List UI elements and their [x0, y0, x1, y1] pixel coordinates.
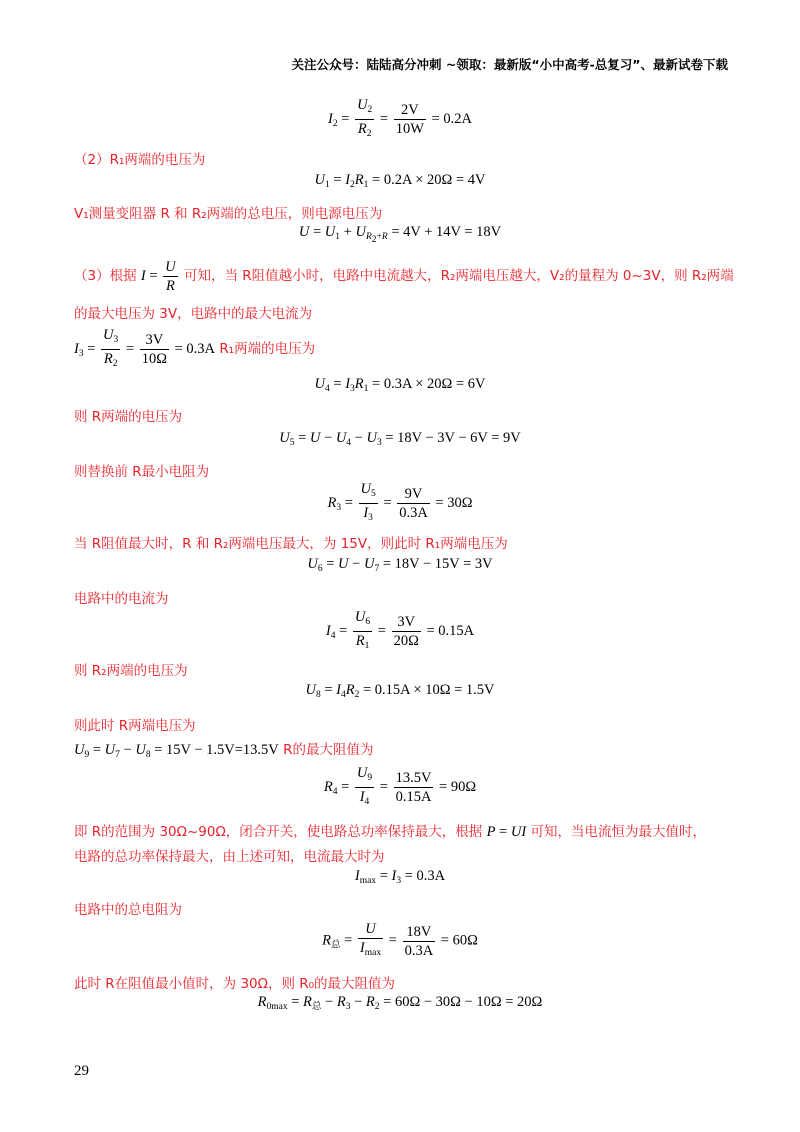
- equation-u: $U = U_1 + U_{R_2+R} = 4V + 14V = 18V$: [298, 224, 502, 245]
- page-header: 关注公众号：陆陆高分冲刺 ~领取：最新版“小中高考-总复习”、最新试卷下载: [291, 57, 728, 72]
- equation-u6: $U_6 = U - U_7 = 18V - 15V = 3V$: [307, 556, 493, 574]
- text-line-12: $U_9 = U_7 - U_8 = 15V - 1.5V=13.5V$ R的最大阻值为: [74, 742, 374, 760]
- text-line-7: 则替换前 R最小电阻为: [74, 464, 210, 480]
- text-line-2: V₁测量变阻器 R 和 R₂两端的总电压，则电源电压为: [74, 206, 383, 222]
- equation-i2: $I_2$ = $\frac{U_2}{R_2}$ = $\frac{2V}{10W}$ = 0.2A: [328, 97, 472, 139]
- equation-imax: $I_{max} = I_3 = 0.3A$: [354, 868, 446, 886]
- equation-u4: $U_4 = I_3R_1 = 0.3A \times 20\Omega = 6V$: [314, 376, 486, 394]
- equation-r-total: $R_总$ = $\frac{U}{I_{max}}$ = $\frac{18V}{0.3A}$ = 60Ω: [322, 921, 478, 959]
- text-line-4: 的最大电压为 3V，电路中的最大电流为: [74, 306, 313, 322]
- equation-r3: $R_3$ = $\frac{U_5}{I_3}$ = $\frac{9V}{0.3A}$ = 30Ω: [327, 481, 473, 523]
- text-line-8: 当 R阻值最大时，R 和 R₂两端电压最大，为 15V，则此时 R₁两端电压为: [74, 536, 508, 552]
- text-line-14: 电路的总功率保持最大，由上述可知，电流最大时为: [74, 849, 385, 865]
- equation-r0max: $R_{0max} = R_总 - R_3 - R_2 = 60\Omega - 30\Omega - 10\Omega = 20\Omega$: [257, 994, 543, 1012]
- text-line-10: 则 R₂两端的电压为: [74, 663, 188, 679]
- text-line-3: （3）根据 I = $\frac{U}{R}$ 可知，当 R阻值越小时，电路中电流越大，R₂两端电压越大，V₂的量程为 0~3V，则 R₂两端: [74, 259, 734, 294]
- text-line-6: 则 R两端的电压为: [74, 409, 183, 425]
- text-line-13: 即 R的范围为 30Ω~90Ω，闭合开关，使电路总功率保持最大，根据 P = UI 可知，当电流恒为最大值时，: [74, 824, 706, 840]
- equation-u1: $U_1 = I_2R_1 = 0.2A \times 20\Omega = 4V$: [314, 172, 486, 190]
- text-line-15: 电路中的总电阻为: [74, 902, 182, 918]
- text-line-16: 此时 R在阻值最小值时，为 30Ω，则 R₀的最大阻值为: [74, 976, 396, 992]
- text-line-9: 电路中的电流为: [74, 591, 169, 607]
- equation-r4: $R_4$ = $\frac{U_9}{I_4}$ = $\frac{13.5V}{0.15A}$ = 90Ω: [323, 765, 477, 807]
- text-line-5: $I_3$ = $\frac{U_3}{R_2}$ = $\frac{3V}{10\Omega}$ = 0.3A R₁两端的电压为: [74, 327, 316, 369]
- page-number: 29: [74, 1063, 89, 1079]
- text-line-11: 则此时 R两端电压为: [74, 718, 196, 734]
- equation-u8: $U_8 = I_4R_2 = 0.15A \times 10\Omega = 1.5V$: [305, 682, 495, 700]
- equation-i4: $I_4$ = $\frac{U_6}{R_1}$ = $\frac{3V}{20\Omega}$ = 0.15A: [325, 609, 475, 651]
- equation-u5: $U_5 = U - U_4 - U_3 = 18V - 3V - 6V = 9V$: [279, 430, 521, 448]
- text-line-1: （2）R₁两端的电压为: [74, 152, 206, 168]
